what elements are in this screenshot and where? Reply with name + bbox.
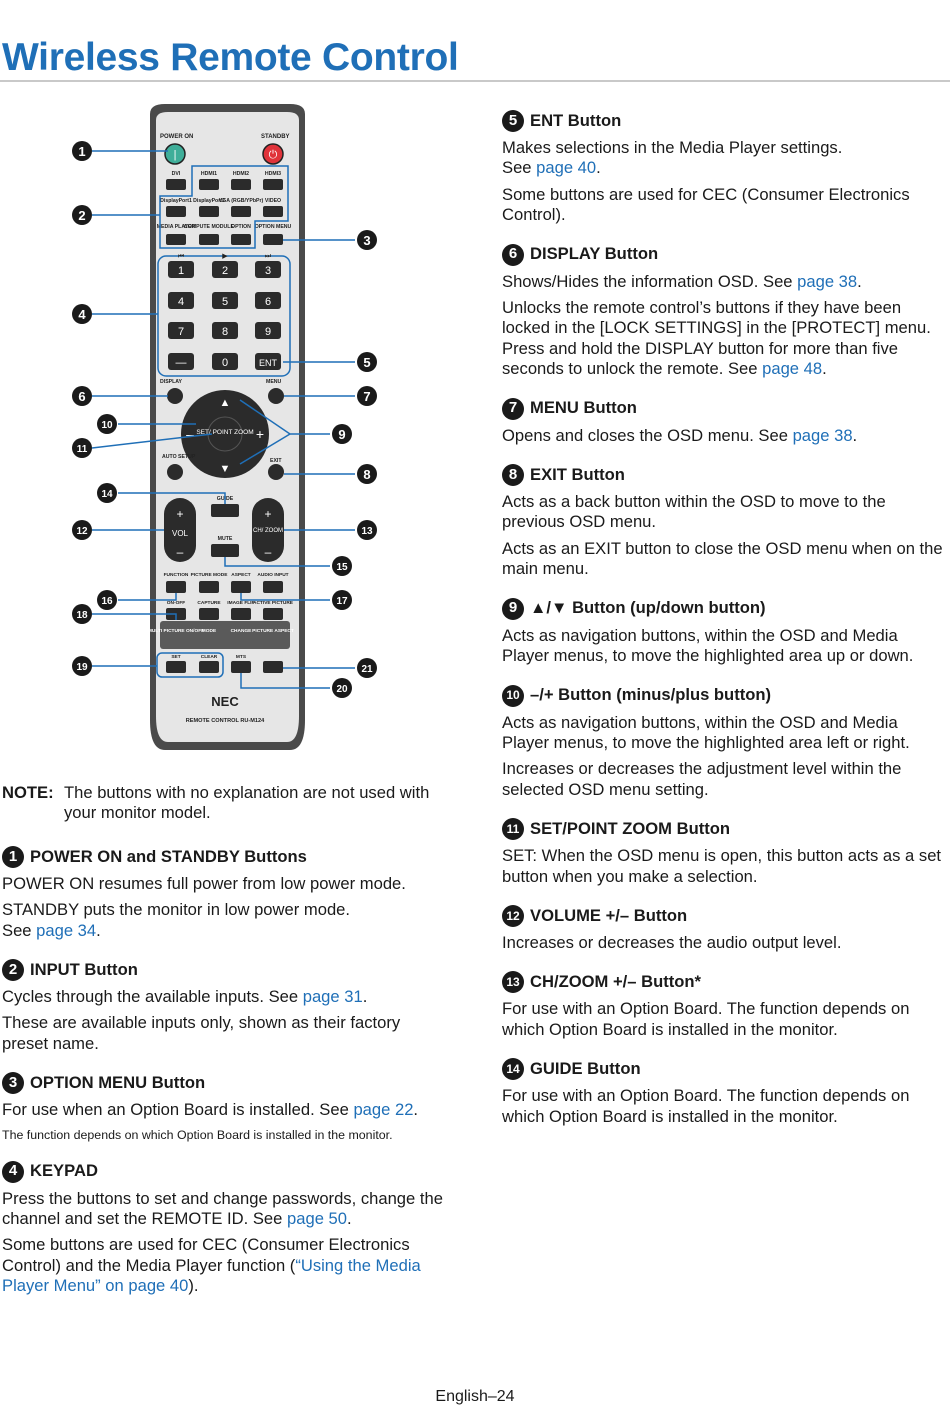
page-title: Wireless Remote Control [2, 36, 459, 79]
section-title: KEYPAD [30, 1161, 98, 1181]
keypad-key: 7 [177, 326, 185, 338]
section-title: SET/POINT ZOOM Button [530, 818, 731, 838]
standby-icon: ⏻ [268, 149, 278, 161]
func-label: CAPTURE [197, 601, 221, 606]
auto-setup-label: AUTO SETUP [162, 454, 196, 460]
section-number: 8 [502, 464, 524, 486]
display-label: DISPLAY [160, 379, 183, 385]
keypad-key: 4 [177, 296, 185, 308]
page-footer: English–24 [435, 1388, 515, 1405]
callout: 11 [76, 444, 88, 455]
remote-id-label: MTS [235, 655, 247, 660]
section-set-point-zoom [502, 818, 948, 887]
section-text: POWER ON resumes full power from low power mode. [2, 873, 406, 893]
exit-button [268, 464, 284, 480]
page-link[interactable]: page 38 [792, 425, 853, 445]
callout: 1 [78, 144, 86, 159]
guide-label: GUIDE [216, 496, 234, 502]
func-label: AUDIO INPUT [257, 573, 289, 578]
section-title: DISPLAY Button [530, 244, 659, 264]
remote-id-label: SET [171, 655, 181, 660]
section-text: Increases or decreases the audio output level. [502, 932, 842, 952]
section-option-menu: 3 OPTION MENU Button For use when an Option Board is installed. See page 22. The function depends on which Option Board is installed in the monitor. [2, 1072, 447, 1142]
section-title: VOLUME +/– Button [530, 905, 688, 925]
section-number: 13 [502, 971, 524, 993]
multi-picture-label: MODE [201, 629, 217, 634]
section-number: 2 [2, 959, 24, 981]
section-text: Acts as navigation buttons, within the OSD and Media Player menus, to move the highlighted area left or right. [502, 712, 910, 752]
plus-icon: + [255, 426, 265, 442]
left-column [2, 783, 447, 1315]
power-on-label: POWER ON [160, 134, 194, 140]
section-text: Acts as a back button within the OSD to move to the previous OSD menu. [502, 492, 886, 532]
keypad-key: 3 [264, 265, 272, 277]
keypad-key: 1 [177, 265, 185, 277]
input-label: HDMI3 [264, 171, 282, 177]
callout: 15 [336, 562, 348, 573]
menu-label: MENU [266, 379, 282, 385]
input-label: OPTION MENU [254, 224, 292, 230]
page-link[interactable]: page 22 [353, 1100, 414, 1120]
section-text: Increases or decreases the adjustment level within the selected OSD menu setting. [502, 759, 902, 799]
callout: 2 [78, 208, 86, 223]
keypad-key: 0 [221, 357, 229, 369]
section-display: 6 DISPLAY Button Shows/Hides the information OSD. See page 38. Unlocks the remote control’s buttons if they have been locked in the [LOCK SETTINGS] in the [PROTECT] menu. Press and hold the DISPLAY button for more than five seconds to unlock the remote. See page 48. [502, 244, 931, 379]
power-on-icon: | [173, 149, 177, 161]
section-guide [502, 1058, 948, 1127]
section-title: ▲/▼ Button (up/down button) [530, 598, 766, 618]
section-keypad: 4 KEYPAD Press the buttons to set and change passwords, change the channel and set the REMOTE ID. See page 50. Some buttons are used for CEC (Consumer Electronics Control) and the Media Player function (“Using the Media Player Menu” on page 40). [2, 1161, 443, 1296]
section-title: GUIDE Button [530, 1058, 641, 1078]
exit-label: EXIT [270, 458, 282, 464]
section-number: 1 [2, 846, 24, 868]
mute-label: MUTE [217, 536, 233, 542]
section-text: SET: When the OSD menu is open, this button acts as a set button when you make a selection. [502, 846, 942, 886]
multi-picture-panel [160, 621, 290, 649]
multi-picture-label: MULTI PICTURE ON/OFF [147, 629, 205, 634]
callout: 4 [78, 307, 86, 322]
section-title: POWER ON and STANDBY Buttons [30, 846, 307, 866]
input-label: MEDIA PLAYER [156, 224, 196, 230]
callout: 8 [363, 467, 371, 482]
minus-icon: – [186, 426, 194, 442]
callout: 19 [76, 662, 88, 673]
section-title: OPTION MENU Button [30, 1073, 206, 1093]
right-column [502, 110, 948, 1145]
input-label: VIDEO [264, 198, 282, 204]
section-number: 5 [502, 110, 524, 132]
up-arrow-icon: ▲ [219, 397, 231, 409]
input-label: DisplayPort1 [160, 198, 192, 204]
auto-setup-button [167, 464, 183, 480]
section-number: 9 [502, 598, 524, 620]
callout: 18 [76, 610, 88, 621]
section-volume [502, 905, 948, 953]
section-title: ENT Button [530, 110, 622, 130]
section-title: EXIT Button [530, 464, 625, 484]
section-input: 2 INPUT Button Cycles through the available inputs. See page 31. These are available inputs only, shown as their factory preset name. [2, 959, 447, 1054]
keypad-key: 6 [264, 296, 272, 308]
multi-picture-label: PICTURE ASPECT [252, 629, 294, 634]
callout: 5 [363, 355, 371, 370]
callout: 20 [336, 684, 348, 695]
keypad-key: 2 [221, 265, 229, 277]
func-label: PICTURE MODE [190, 573, 228, 578]
svg-text:⏮: ⏮ [177, 253, 185, 260]
func-label: FUNCTION [163, 573, 189, 578]
callout: 10 [101, 420, 113, 431]
section-power: 1 POWER ON and STANDBY Buttons POWER ON resumes full power from low power mode. STANDBY puts the monitor in low power mode. See page 34. [2, 846, 447, 941]
svg-text:+: + [176, 507, 184, 521]
callout: 14 [101, 489, 113, 500]
keypad-key: — [175, 357, 187, 369]
page-link[interactable]: page 48 [762, 359, 823, 379]
callout: 3 [363, 233, 371, 248]
guide-button [211, 504, 239, 517]
callout: 12 [76, 526, 88, 537]
func-label: ON-OFF [166, 601, 186, 606]
section-text: Some buttons are used for CEC (Consumer Electronics Control). [502, 184, 910, 225]
callout: 13 [361, 526, 373, 537]
ch-zoom-label: CH/ ZOOM [253, 528, 283, 534]
section-text: Acts as navigation buttons, within the OSD and Media Player menus, to move the highlighted area up or down. [502, 625, 914, 666]
svg-text:⏭: ⏭ [264, 253, 272, 260]
section-text: The function depends on which Option Board is installed in the monitor. [2, 1127, 393, 1142]
func-label: ACTIVE PICTURE [253, 601, 293, 606]
section-up-down [502, 598, 948, 667]
section-title: CH/ZOOM +/– Button* [530, 972, 702, 992]
input-label: HDMI1 [200, 171, 218, 177]
model-label: REMOTE CONTROL RU-M124 [185, 718, 265, 724]
input-label: DisplayPort2 [193, 198, 225, 204]
section-title: INPUT Button [30, 959, 138, 979]
vol-label: VOL [171, 529, 189, 538]
callout: 21 [361, 664, 373, 675]
callout: 6 [78, 389, 86, 404]
section-text: Acts as an EXIT button to close the OSD menu when on the main menu. [502, 538, 943, 579]
page-link[interactable]: page 31 [302, 987, 363, 1007]
section-number: 3 [2, 1072, 24, 1094]
svg-text:+: + [264, 507, 272, 521]
section-number: 12 [502, 905, 524, 927]
input-label: VGA (RGB/YPbPr) [218, 198, 264, 204]
section-number: 4 [2, 1161, 24, 1183]
keypad-key: 8 [221, 326, 229, 338]
standby-label: STANDBY [261, 134, 290, 140]
func-label: IMAGE FLIP [227, 601, 255, 606]
down-arrow-icon: ▼ [219, 463, 231, 475]
section-title: –/+ Button (minus/plus button) [530, 685, 772, 705]
svg-text:▶: ▶ [222, 253, 228, 260]
section-minus-plus [502, 685, 948, 801]
callout: 9 [338, 427, 346, 442]
input-label: HDMI2 [232, 171, 250, 177]
section-number: 10 [502, 685, 524, 707]
section-number: 7 [502, 398, 524, 420]
page-link[interactable]: page 50 [287, 1209, 347, 1229]
remote-id-label: CLEAR [200, 655, 218, 660]
input-label: OPTION [231, 224, 251, 230]
section-text: STANDBY puts the monitor in low power mode. [2, 900, 351, 920]
display-button [167, 388, 183, 404]
section-text: These are available inputs only, shown as their factory preset name. [2, 1013, 401, 1053]
page-link[interactable]: page 34 [36, 920, 97, 940]
note-text: The buttons with no explanation are not used with your monitor model. [64, 783, 430, 823]
multi-picture-label: CHANGE [230, 629, 252, 634]
section-ch-zoom [502, 971, 948, 1040]
section-number: 11 [502, 818, 524, 840]
func-label: ASPECT [231, 573, 251, 578]
keypad-key: ENT [259, 358, 277, 368]
callout: 16 [101, 596, 113, 607]
section-exit [502, 464, 948, 580]
callout: 7 [363, 389, 371, 404]
section-menu: 7 MENU Button Opens and closes the OSD menu. See page 38. [502, 398, 858, 445]
set-point-zoom-label: SET/ POINT ZOOM [196, 429, 254, 436]
brand-logo: NEC [211, 694, 239, 709]
svg-text:–: – [264, 545, 272, 559]
remote-control-illustration [0, 100, 480, 765]
section-text: For use with an Option Board. The function depends on which Option Board is installed in the monitor. [502, 999, 910, 1039]
section-number: 14 [502, 1058, 524, 1080]
input-label: DVI [171, 171, 181, 177]
page-link[interactable]: page 40 [536, 158, 597, 178]
section-text: For use with an Option Board. The function depends on which Option Board is installed in the monitor. [502, 1086, 910, 1126]
section-number: 6 [502, 244, 524, 266]
callout: 17 [336, 596, 348, 607]
note [2, 783, 447, 824]
page-link[interactable]: page 38 [797, 271, 858, 291]
keypad-key: 5 [221, 296, 229, 308]
section-title: MENU Button [530, 398, 637, 418]
section-ent: 5 ENT Button Makes selections in the Media Player settings. See page 40. Some buttons are used for CEC (Consumer Electronics Control). [502, 110, 948, 226]
input-label: COMPUTE MODULE [184, 224, 234, 230]
title-rule [0, 80, 950, 82]
menu-button [268, 388, 284, 404]
note-label: NOTE: [2, 783, 54, 802]
mute-button [211, 544, 239, 557]
svg-text:–: – [176, 545, 184, 559]
page-link[interactable]: “Using the Media Player Menu” on page 40 [2, 1255, 421, 1296]
keypad-key: 9 [264, 326, 272, 338]
